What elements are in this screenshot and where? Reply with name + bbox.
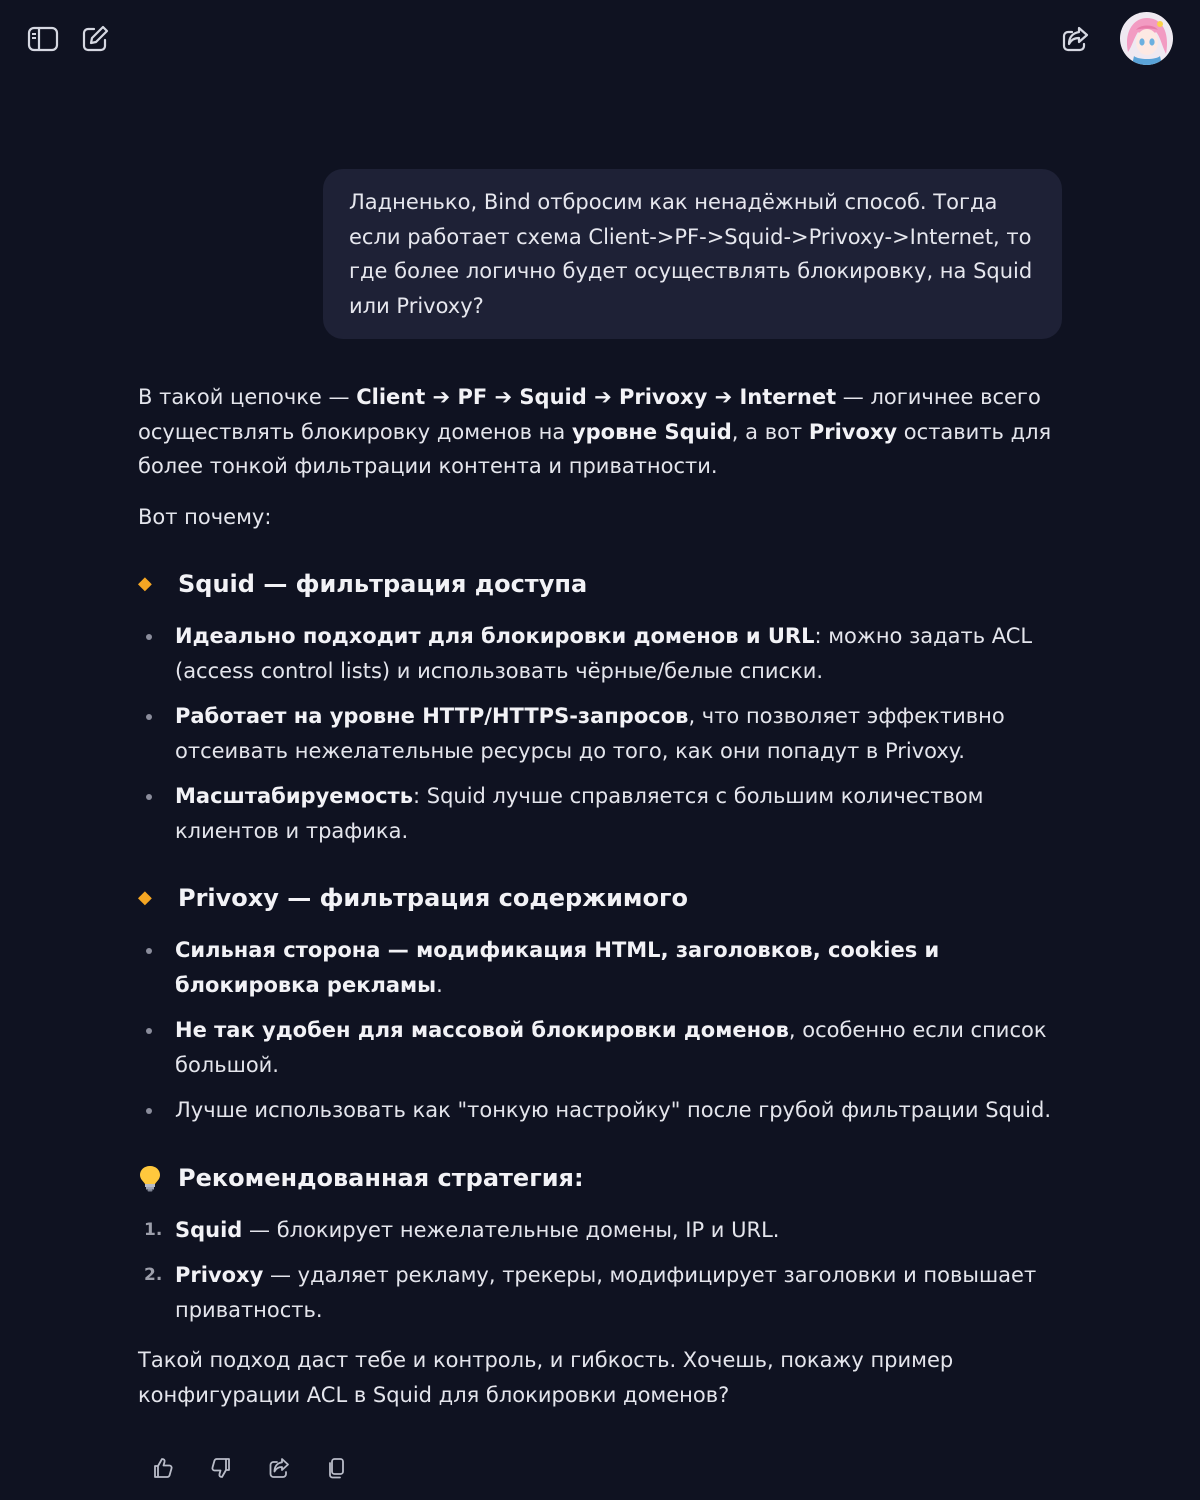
- squid-heading-text: Squid — фильтрация доступа: [178, 570, 588, 598]
- list-number: 2.: [144, 1265, 163, 1285]
- why-paragraph: Вот почему:: [138, 504, 272, 529]
- intro-bold-privoxy: Privoxy: [808, 419, 898, 444]
- intro-bold-squid: уровне Squid: [571, 419, 732, 444]
- list-item-bold: Работает на уровне HTTP/HTTPS-запросов: [175, 704, 689, 728]
- strategy-list: [138, 1213, 1063, 1328]
- share-answer-button[interactable]: [261, 1450, 297, 1486]
- list-item-text: : можно задать ACL (access control lists) и использовать чёрные/белые списки.: [175, 624, 1033, 683]
- list-item-bold: Идеально подходит для блокировки доменов и URL: [175, 624, 815, 648]
- list-item: [138, 1213, 1063, 1248]
- like-button[interactable]: [145, 1450, 181, 1486]
- sidebar-toggle-button[interactable]: [25, 21, 61, 57]
- list-item-bold: Privoxy: [175, 1263, 264, 1287]
- list-item-bold: Масштабируемость: [175, 784, 413, 808]
- list-item-text: : Squid лучше справляется с большим количеством клиентов и трафика.: [175, 784, 984, 843]
- list-item-bold: Не так удобен для массовой блокировки доменов: [175, 1018, 789, 1042]
- top-bar: [0, 0, 1200, 80]
- list-item: [138, 619, 1063, 688]
- share-button[interactable]: [1057, 21, 1093, 57]
- thumbs-up-icon: [151, 1456, 175, 1480]
- list-item-bold: Squid: [175, 1217, 243, 1242]
- list-item: [138, 933, 1063, 1002]
- list-item: [138, 699, 1063, 768]
- share-icon: [267, 1456, 291, 1480]
- list-item-text: — удаляет рекламу, трекеры, модифицирует заголовки и повышает приватность.: [175, 1263, 1037, 1322]
- final-paragraph: Такой подход даст тебе и контроль, и гибкость. Хочешь, покажу пример конфигурации ACL в Squid для блокировки доменов?: [138, 1348, 954, 1407]
- edit-icon: [80, 24, 110, 54]
- copy-button[interactable]: [319, 1450, 355, 1486]
- orange-diamond-icon: ◆: [138, 887, 152, 908]
- list-item: [138, 1013, 1063, 1082]
- intro-text-4: оставить для более тонкой фильтрации контента и приватности.: [138, 419, 1052, 478]
- list-item-text: Лучше использовать как "тонкую настройку" после грубой фильтрации Squid.: [175, 1098, 1052, 1122]
- avatar[interactable]: [1120, 12, 1173, 65]
- sidebar-toggle-icon: [27, 25, 59, 53]
- privoxy-list: [138, 933, 1063, 1128]
- share-icon: [1060, 24, 1090, 54]
- list-item: [138, 1258, 1063, 1327]
- avatar-anime-girl-icon: [1120, 12, 1173, 65]
- intro-text-1: В такой цепочке —: [138, 385, 357, 409]
- list-item-text: — блокирует нежелательные домены, IP и URL.: [242, 1217, 780, 1242]
- list-item-text: .: [436, 972, 443, 997]
- privoxy-heading-text: Privoxy — фильтрация содержимого: [178, 884, 689, 912]
- lightbulb-icon: [138, 1164, 178, 1192]
- squid-list: [138, 619, 1063, 848]
- squid-heading: [138, 567, 1063, 601]
- list-number: 1.: [144, 1219, 163, 1240]
- list-item-text: , что позволяет эффективно отсеивать нежелательные ресурсы до того, как они попадут в Privoxy.: [175, 704, 1005, 763]
- orange-diamond-icon: ◆: [138, 573, 152, 594]
- new-chat-button[interactable]: [77, 21, 113, 57]
- list-item: [138, 779, 1063, 848]
- strategy-heading-text: Рекомендованная стратегия:: [178, 1163, 584, 1192]
- intro-text-2: — логичнее всего осуществлять блокировку доменов на: [138, 385, 1041, 444]
- message-actions: [145, 1450, 355, 1484]
- thumbs-down-icon: [209, 1456, 233, 1480]
- user-message-text: Ладненько, Bind отбросим как ненадёжный способ. Тогда если работает схема Client->PF->Squid->Privoxy->Internet, то где более логично будет осуществлять блокировку, на Squid или Privoxy?: [349, 190, 1033, 318]
- dislike-button[interactable]: [203, 1450, 239, 1486]
- list-item: [138, 1093, 1063, 1128]
- list-item-bold: Сильная сторона — модификация HTML, заголовков, cookies и блокировка рекламы: [175, 938, 940, 997]
- privoxy-heading: [138, 881, 1063, 915]
- assistant-message: [138, 380, 1063, 1412]
- list-item-text: , особенно если список большой.: [175, 1018, 1047, 1077]
- intro-text-3: , а вот: [731, 419, 809, 444]
- copy-icon: [325, 1456, 349, 1480]
- user-message-bubble: [323, 169, 1062, 339]
- strategy-heading: [138, 1161, 1063, 1195]
- intro-paragraph: [138, 380, 1063, 484]
- intro-bold-chain: Client ➔ PF ➔ Squid ➔ Privoxy ➔ Internet: [356, 385, 837, 409]
